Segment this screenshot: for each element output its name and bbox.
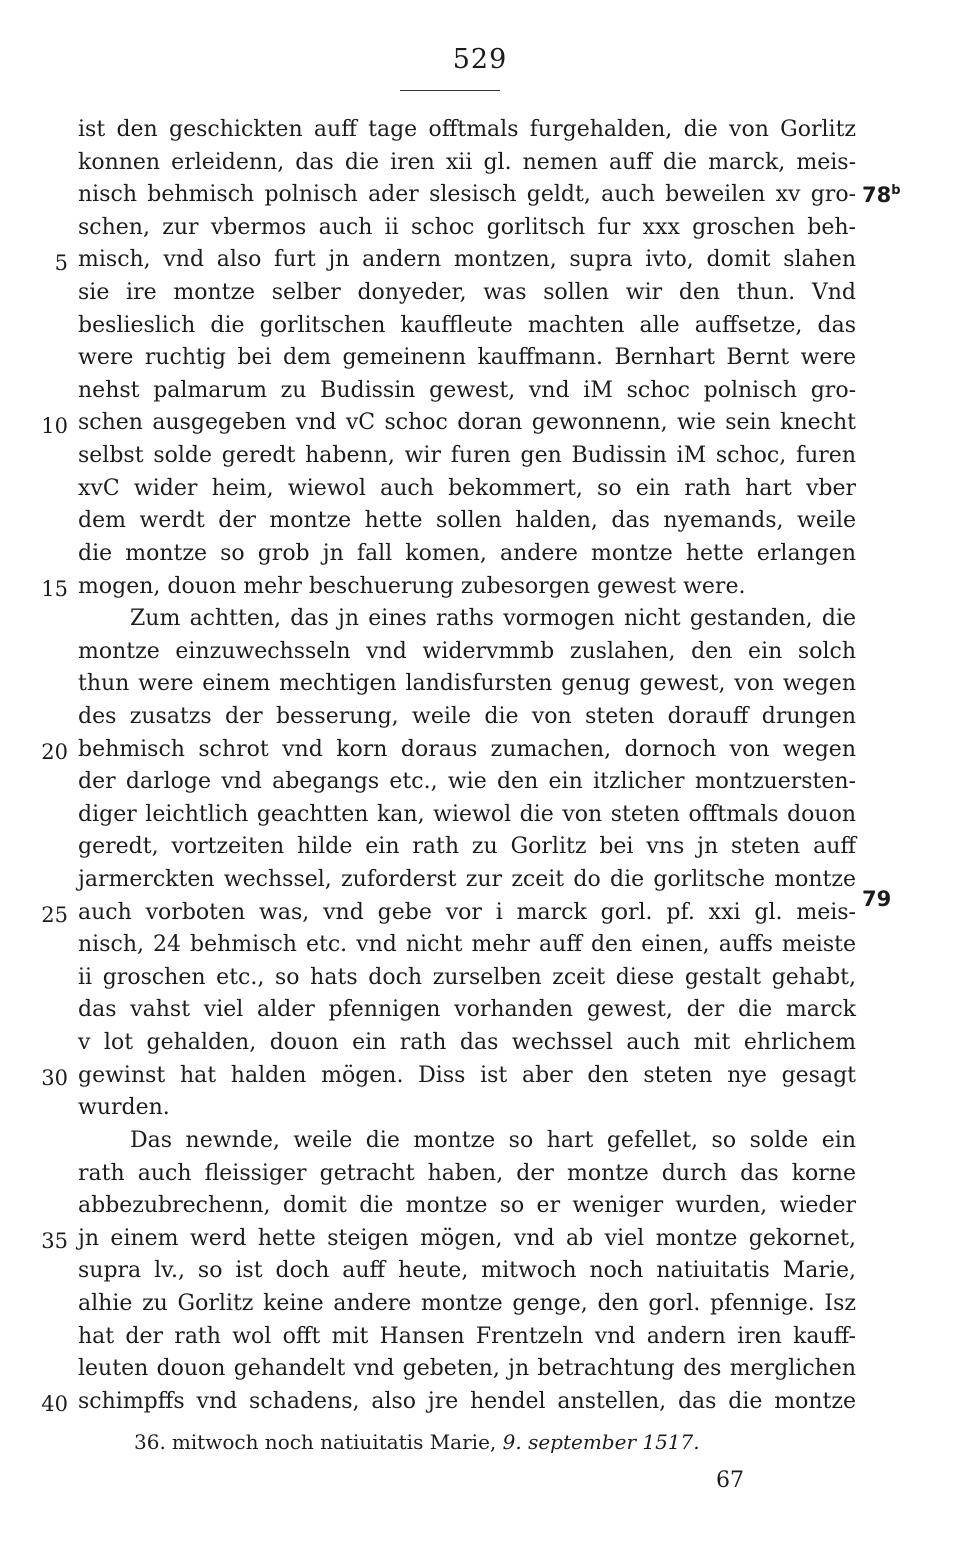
line-number: 40 — [41, 1392, 68, 1416]
text-line: geredt, vortzeiten hilde ein rath zu Gorlitz bei vns jn steten auff — [78, 834, 856, 860]
text-line: leuten douon gehandelt vnd gebeten, jn betrachtung des merglichen — [78, 1356, 856, 1382]
text-line: beslieslich die gorlitschen kauffleute machten alle auffsetze, das — [78, 312, 856, 338]
margin-folio-sup: b — [891, 183, 901, 198]
text-line: v lot gehalden, douon ein rath das wechssel auch mit ehrlichem — [78, 1030, 856, 1056]
text-line: Das newnde, weile die montze so hart gefellet, so solde ein — [130, 1127, 856, 1153]
text-line: sie ire montze selber donyeder, was sollen wir den thun. Vnd — [78, 280, 856, 306]
line-number: 35 — [41, 1229, 68, 1253]
text-line: Zum achtten, das jn eines raths vormogen nicht gestanden, die — [130, 606, 856, 632]
text-line: konnen erleidenn, das die iren xii gl. nemen auff die marck, meis- — [78, 149, 856, 175]
margin-folio-note: 79 — [862, 887, 892, 911]
text-line: mogen, douon mehr beschuerung zubesorgen gewest were. — [78, 573, 746, 599]
line-number: 10 — [41, 414, 68, 438]
text-line: gewinst hat halden mögen. Diss ist aber den steten nye gesagt — [78, 1062, 856, 1088]
line-number: 30 — [41, 1066, 68, 1090]
text-line: alhie zu Gorlitz keine andere montze genge, den gorl. pfennige. Isz — [78, 1290, 856, 1316]
body-text — [78, 114, 856, 1418]
text-line: das vahst viel alder pfennigen vorhanden gewest, der die marck — [78, 997, 856, 1023]
line-number: 15 — [41, 577, 68, 601]
line-number: 20 — [41, 740, 68, 764]
text-line: dem werdt der montze hette sollen halden, das nyemands, weile — [78, 508, 856, 534]
footnote-text: mitwoch noch natiuitatis Marie, — [171, 1430, 497, 1454]
text-line: selbst solde geredt habenn, wir furen gen Budissin iM schoc, furen — [78, 443, 856, 469]
footnote — [134, 1430, 700, 1454]
footnote-date: 9. september 1517. — [502, 1430, 700, 1454]
text-line: were ruchtig bei dem gemeinenn kauffmann. Bernhart Bernt were — [78, 345, 856, 371]
text-line: hat der rath wol offt mit Hansen Frentzeln vnd andern iren kauff- — [78, 1323, 856, 1349]
text-line: abbezubrechenn, domit die montze so er weniger wurden, wieder — [78, 1193, 856, 1219]
text-line: rath auch fleissiger getracht haben, der montze durch das korne — [78, 1160, 856, 1186]
text-line: supra lv., so ist doch auff heute, mitwoch noch natiuitatis Marie, — [78, 1258, 856, 1284]
text-line: wurden. — [78, 1095, 170, 1121]
text-line: xvC wider heim, wiewol auch bekommert, so ein rath hart vber — [78, 475, 856, 501]
text-line: schimpffs vnd schadens, also jre hendel anstellen, das die montze — [78, 1388, 856, 1414]
text-line: der darloge vnd abegangs etc., wie den ein itzlicher montzuersten- — [78, 769, 856, 795]
signature-mark: 67 — [716, 1468, 744, 1493]
page-number: 529 — [452, 44, 508, 75]
text-line: thun were einem mechtigen landisfursten genug gewest, von wegen — [78, 671, 856, 697]
text-line: schen, zur vbermos auch ii schoc gorlitsch fur xxx groschen beh- — [78, 214, 856, 240]
text-line: jarmerckten wechssel, zuforderst zur zceit do die gorlitsche montze — [78, 867, 856, 893]
text-line: behmisch schrot vnd korn doraus zumachen, dornoch von wegen — [78, 736, 856, 762]
margin-folio-main: 78 — [862, 183, 892, 207]
text-line: schen ausgegeben vnd vC schoc doran gewonnenn, wie sein knecht — [78, 410, 856, 436]
line-number: 25 — [41, 903, 68, 927]
text-line: misch, vnd also furt jn andern montzen, supra ivto, domit slahen — [78, 247, 856, 273]
text-line: ist den geschickten auff tage offtmals furgehalden, die von Gorlitz — [78, 117, 856, 142]
text-line: auch vorboten was, vnd gebe vor i marck gorl. pf. xxi gl. meis- — [78, 899, 856, 925]
margin-folio-note — [862, 183, 901, 207]
text-line: diger leichtlich geachtten kan, wiewol die von steten offtmals douon — [78, 801, 856, 827]
text-line: ii groschen etc., so hats doch zurselben zceit diese gestalt gehabt, — [78, 964, 856, 990]
text-line: jn einem werd hette steigen mögen, vnd ab viel montze gekornet, — [78, 1225, 856, 1251]
text-line: nisch behmisch polnisch ader slesisch geldt, auch beweilen xv gro- — [78, 182, 856, 208]
header-rule — [400, 90, 500, 91]
text-line: nisch, 24 behmisch etc. vnd nicht mehr auff den einen, auffs meiste — [78, 932, 856, 958]
text-line: die montze so grob jn fall komen, andere montze hette erlangen — [78, 540, 856, 566]
line-number: 5 — [54, 251, 68, 275]
footnote-number: 36. — [134, 1430, 166, 1454]
text-line: montze einzuwechsseln vnd widervmmb zuslahen, den ein solch — [78, 638, 856, 664]
text-line: des zusatzs der besserung, weile die von steten dorauff drungen — [78, 703, 856, 729]
text-line: nehst palmarum zu Budissin gewest, vnd iM schoc polnisch gro- — [78, 377, 856, 403]
